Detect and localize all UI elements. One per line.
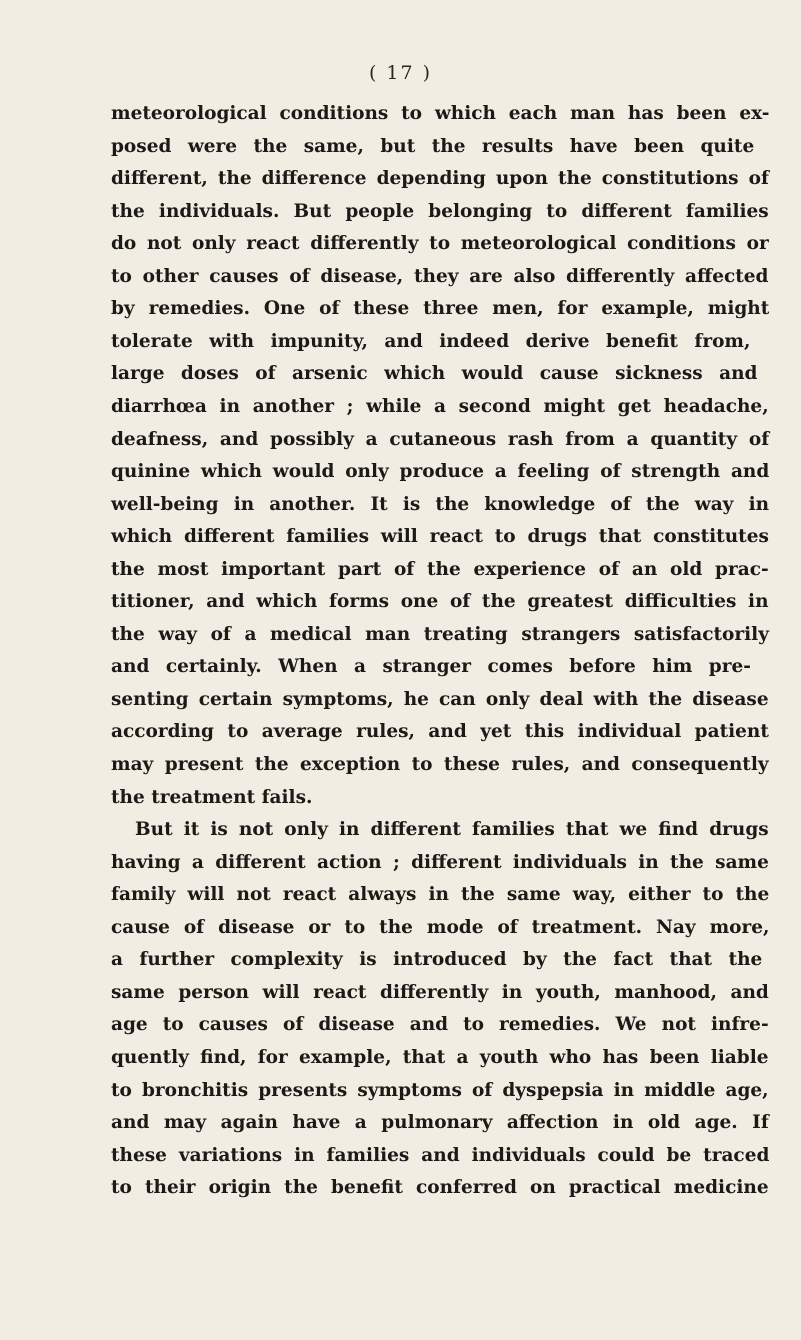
text-line: to other causes of disease, they are also differently affected [111, 265, 769, 287]
text-line: quinine which would only produce a feeling of strength and [111, 461, 770, 483]
text-line: family will not react always in the same way, either to the [111, 884, 770, 906]
text-line: according to average rules, and yet this individual patient [111, 721, 769, 743]
text-line: which different families will react to drugs that constitutes [111, 526, 769, 548]
text-line: the most important part of the experience of an old prac- [111, 558, 769, 580]
text-line: quently find, for example, that a youth who has been liable [111, 1046, 769, 1068]
text-line: may present the exception to these rules, and consequently [111, 754, 769, 775]
text-line: and certainly. When a stranger comes before him pre- [111, 656, 751, 678]
text-line: the way of a medical man treating strangers satisfactorily [111, 623, 769, 645]
text-line: different, the difference depending upon the constitutions of [111, 168, 769, 190]
text-line: well-being in another. It is the knowledge of the way in [111, 493, 770, 515]
text-line: But it is not only in different families that we find drugs [135, 819, 769, 841]
text-line: tolerate with impunity, and indeed derive benefit from, [111, 330, 751, 352]
text-line: by remedies. One of these three men, for example, might [111, 298, 770, 320]
text-line: posed were the same, but the results have been quite [111, 135, 755, 157]
page-number: ( 17 ) [368, 62, 433, 84]
text-line: a further complexity is introduced by the fact that the [111, 949, 763, 971]
text-line: cause of disease or to the mode of treatment. Nay more, [111, 916, 770, 938]
text-line: meteorological conditions to which each man has been ex- [111, 103, 770, 124]
text-line: titioner, and which forms one of the greatest difficulties in [111, 591, 769, 613]
text-line: these variations in families and individuals could be traced [111, 1144, 770, 1166]
text-line: to their origin the benefit conferred on practical medicine [111, 1177, 769, 1199]
text-line: and may again have a pulmonary affection in old age. If [111, 1112, 769, 1134]
text-line: large doses of arsenic which would cause sickness and [111, 363, 758, 385]
text-line: the treatment fails. [111, 786, 313, 808]
text-line: having a different action ; different individuals in the same [111, 851, 769, 873]
text-line: the individuals. But people belonging to different families [111, 200, 769, 222]
text-line: deafness, and possibly a cutaneous rash from a quantity of [111, 428, 770, 450]
text-line: senting certain symptoms, he can only deal with the disease [111, 688, 769, 710]
text-line: to bronchitis presents symptoms of dyspepsia in middle age, [111, 1079, 769, 1101]
text-line: do not only react differently to meteorological conditions or [111, 233, 769, 255]
text-line: diarrhœa in another ; while a second might get headache, [111, 395, 769, 417]
text-line: same person will react differently in youth, manhood, and [111, 981, 769, 1003]
text-line: age to causes of disease and to remedies. We not infre- [111, 1014, 769, 1036]
